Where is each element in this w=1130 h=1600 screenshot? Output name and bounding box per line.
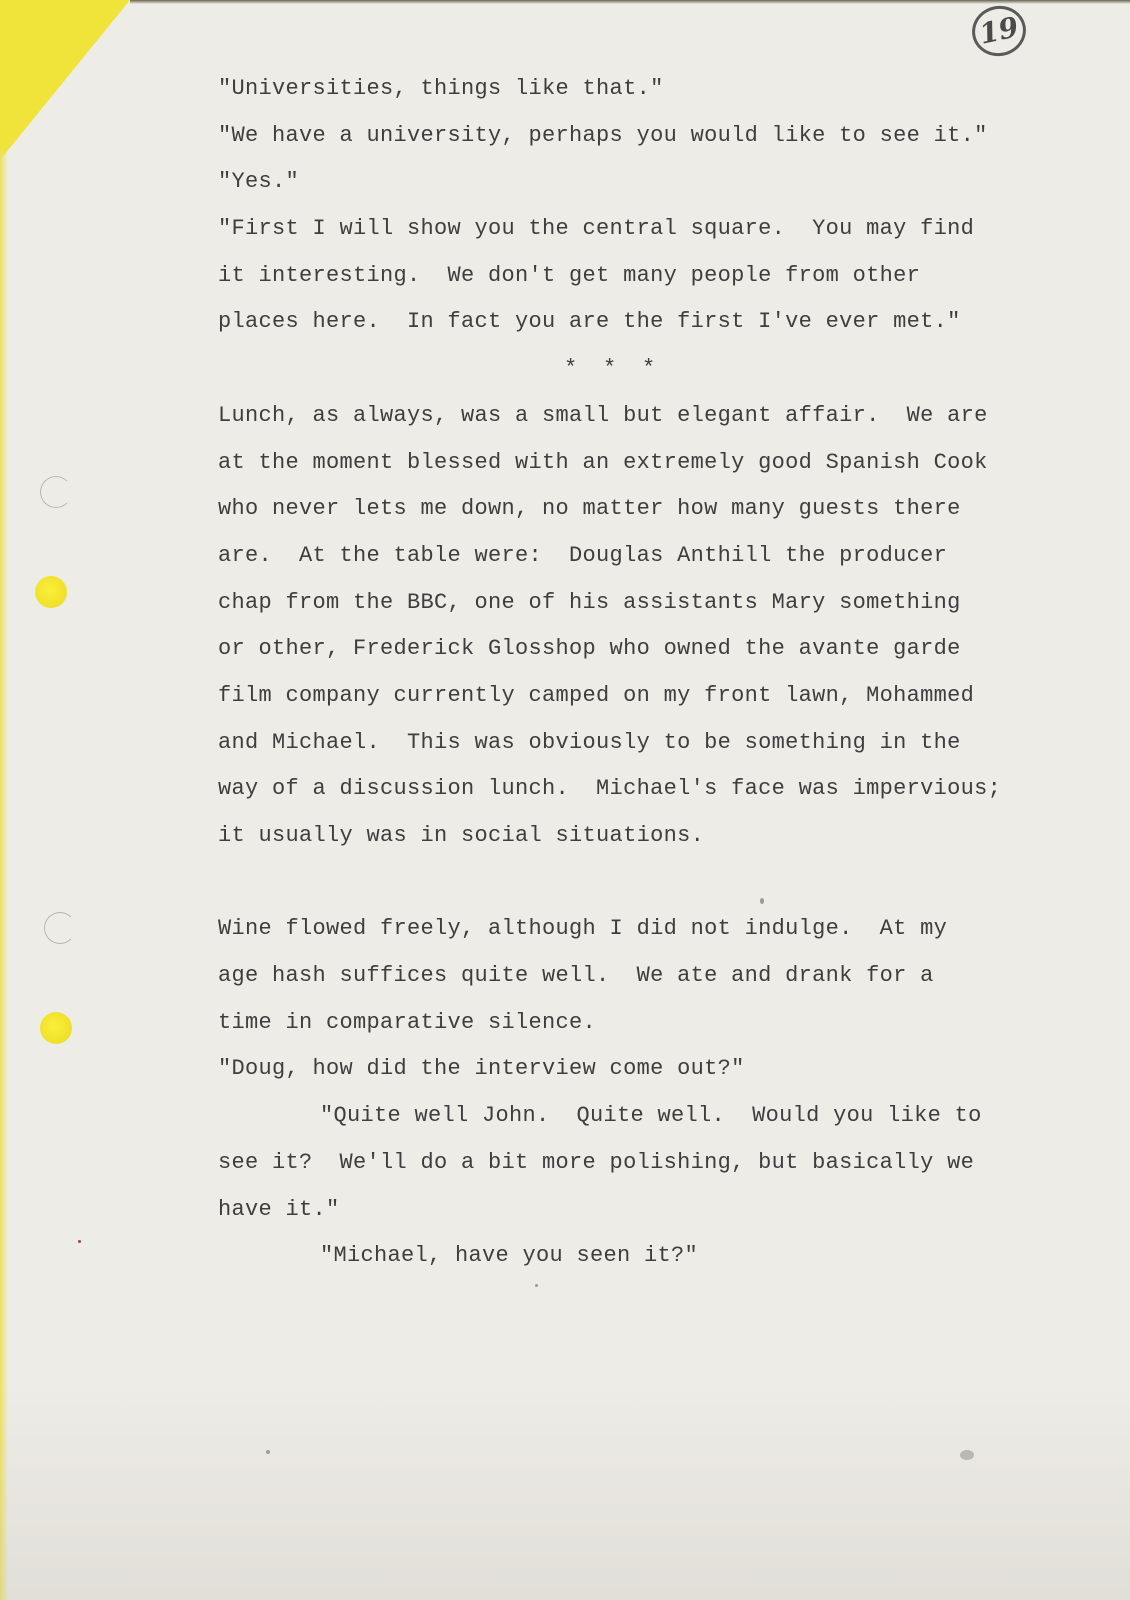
section-separator: * * * — [564, 356, 656, 382]
page-number: 19 — [967, 1, 1030, 61]
text-line: way of a discussion lunch. Michael's face was impervious; — [218, 776, 1002, 802]
blank-line — [218, 860, 1058, 907]
paper-speck — [78, 1240, 81, 1243]
text-line: and Michael. This was obviously to be something in the — [218, 729, 961, 755]
text-line: age hash suffices quite well. We ate and drank for a — [218, 963, 934, 989]
text-line: it interesting. We don't get many people from other — [218, 262, 921, 288]
punch-hole-icon — [40, 1012, 72, 1044]
text-line: "We have a university, perhaps you would like to see it." — [218, 122, 988, 148]
text-line: are. At the table were: Douglas Anthill the producer — [218, 542, 948, 568]
typewritten-text-body — [218, 66, 1058, 1280]
text-line: Lunch, as always, was a small but elegant affair. We are — [218, 402, 988, 428]
text-line: time in comparative silence. — [218, 1009, 597, 1035]
text-line: see it? We'll do a bit more polishing, but basically we — [218, 1149, 975, 1175]
punch-hole-icon — [35, 576, 67, 608]
text-line: chap from the BBC, one of his assistants Mary something — [218, 589, 961, 615]
text-line: it usually was in social situations. — [218, 823, 705, 848]
text-line: "Yes." — [218, 169, 300, 195]
text-line: have it." — [218, 1196, 340, 1222]
text-line: "Universities, things like that." — [218, 76, 664, 101]
punch-hole-ghost-icon — [40, 476, 72, 508]
text-line: places here. In fact you are the first I've ever met." — [218, 309, 961, 335]
text-line: "Michael, have you seen it?" — [320, 1243, 699, 1269]
paper-speck — [535, 1284, 538, 1287]
text-line: "First I will show you the central square. You may find — [218, 216, 975, 242]
text-line: film company currently camped on my front lawn, Mohammed — [218, 682, 975, 708]
text-line: Wine flowed freely, although I did not indulge. At my — [218, 916, 948, 942]
page-top-edge-shadow — [130, 0, 1130, 4]
text-line: "Quite well John. Quite well. Would you like to — [320, 1103, 982, 1129]
text-line: at the moment blessed with an extremely good Spanish Cook — [218, 449, 988, 475]
punch-hole-ghost-icon — [44, 912, 76, 944]
text-line: or other, Frederick Glosshop who owned the avante garde — [218, 636, 961, 662]
text-line: "Doug, how did the interview come out?" — [218, 1056, 745, 1082]
page-bottom-shading — [0, 1380, 1130, 1600]
text-line: who never lets me down, no matter how many guests there — [218, 496, 961, 522]
yellow-backing-corner — [0, 0, 130, 160]
